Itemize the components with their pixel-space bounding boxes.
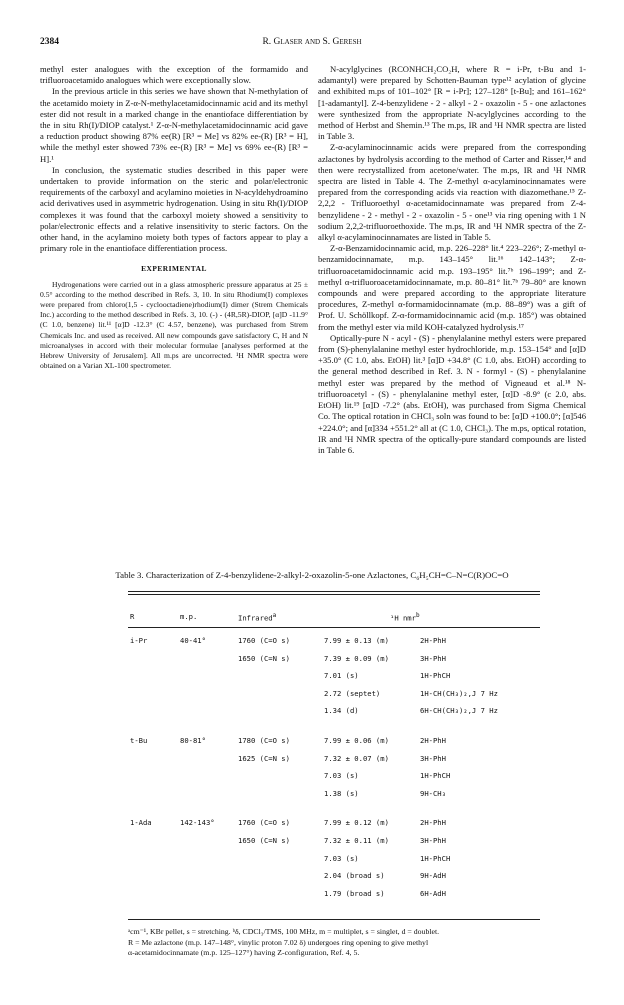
cell-nmr: 2.04 (broad s): [324, 871, 385, 881]
left-column: [40, 64, 308, 371]
right-column: [318, 64, 586, 456]
cell-assign: 1H-PhCH: [420, 671, 451, 681]
cell-nmr: 7.99 ± 0.12 (m): [324, 818, 389, 828]
cell-assign: 6H-AdH: [420, 888, 446, 898]
table-row: [128, 706, 540, 722]
table-row: [128, 771, 540, 787]
paragraph: Z-α-acylaminocinnamic acids were prepared from the corresponding azlactones by hydrolysis according to the method of Carter and Risser,¹⁴ and then were recrystallized from acetone/water. The m.ps, IR and ¹H NMR spectra are listed in Table 4. The Z-methyl α-acylaminocinnamates were prepared from the corresponding acids via reaction with diazomethane.¹⁵ Z-2,2,2 - Trifluoroethyl α-acetamidocinnamate was prepared from Z-4-benzylidene - 2 - methyl - 2 - oxazolin - 5 - one¹³ via ring opening with 1 N sodium 2,2,2-trifluoroethoxide. The m.ps, IR and ¹H NMR spectra of the Z-alkyl α-acylaminocinnamates are listed in Table 5.: [318, 142, 586, 243]
page-number: 2384: [40, 37, 59, 47]
table-row: [128, 754, 540, 770]
cell-assign: 9H-AdH: [420, 871, 446, 881]
cell-r: t-Bu: [130, 736, 148, 745]
cell-nmr: 7.99 ± 0.06 (m): [324, 736, 389, 745]
table-row: [128, 636, 540, 652]
cell-nmr: 7.03 (s): [324, 853, 359, 863]
table-row: [128, 818, 540, 834]
table-footnotes: [128, 927, 548, 959]
paragraph: N-acylglycines (RCONHCH₂CO₂H, where R = i-Pr, t-Bu and 1-adamantyl) were prepared by Schotten-Bauman type¹² acylation of glycine and exhibited m.ps of 101–102° [R = i-Pr]; 127–128° [t-Bu]; and 161–162° [1-adamantyl]. Z-4-benzylidene - 2 - alkyl - 2 - oxazolin - 5 - one azlactones were synthesized from the appropriate N-acylglycines according to the method of Herbst and Shemin.¹³ The m.ps, IR and ¹H NMR spectra are listed in Table 3.: [318, 64, 586, 142]
cell-assign: 2H-PhH: [420, 736, 446, 745]
table-row: [128, 889, 540, 905]
section-heading: EXPERIMENTAL: [141, 264, 207, 274]
cell-nmr: 1.34 (d): [324, 706, 359, 716]
cell-nmr: 7.32 ± 0.07 (m): [324, 753, 389, 763]
cell-mp: 80-81°: [180, 736, 206, 745]
cell-ir: 1650 (C=N s): [238, 836, 290, 845]
cell-nmr: 2.72 (septet): [324, 688, 381, 698]
table-row: [128, 836, 540, 852]
cell-ir: 1625 (C=N s): [238, 753, 290, 763]
paragraph: Hydrogenations were carried out in a glass atmospheric pressure apparatus at 25 ± 0.5° according to the method described in Refs. 3, 10. In situ Rhodium(I) complexes were prepared from chloro(1,5 - cyclooctadiene)rhodium(I) dimer (Strem Chemicals Inc.) according to the method described in Refs. 3, 10. (-) - (4R,5R)-DIOP, [α]D -11.9° (C 1.0, benzene) lit.¹¹ [α]D -12.3° (C 4.57, benzene), was purchased from Strem Chemicals Inc. and used as received. All new compounds gave satisfactory C, H and N microanalyses in accord with their molecular formulae [analyses performed at the Hebrew University of Jerusalem]. All m.ps are uncorrected. ¹H NMR spectra were obtained on a Varian XL-100 spectrometer.: [40, 279, 308, 371]
table-row: [128, 654, 540, 670]
col-header-ir-text: Infrared: [238, 613, 273, 623]
cell-nmr: 7.03 (s): [324, 771, 359, 781]
table-bottom-rule: [128, 919, 540, 920]
table-row: [128, 689, 540, 705]
cell-nmr: 7.32 ± 0.11 (m): [324, 836, 389, 845]
cell-assign: 2H-PhH: [420, 636, 446, 645]
cell-assign: 1H-PhCH: [420, 853, 451, 863]
col-header-ir: [238, 612, 276, 622]
table-row: [128, 854, 540, 870]
cell-ir: 1650 (C=N s): [238, 653, 290, 663]
table-caption: Table 3. Characterization of Z-4-benzylidene-2-alkyl-2-oxazolin-5-one Azlactones, C₆H₅CH=C–N=C(R)OC=O: [115, 570, 509, 580]
cell-assign: 2H-PhH: [420, 818, 446, 828]
cell-assign: 9H-CH₃: [420, 788, 446, 798]
col-header-r: R: [130, 612, 135, 621]
cell-ir: 1760 (C=O s): [238, 818, 290, 828]
table-top-rule: [128, 591, 540, 592]
cell-ir: 1780 (C=O s): [238, 736, 290, 745]
cell-assign: 1H-PhCH: [420, 771, 451, 781]
table-row: [128, 789, 540, 805]
running-authors: R. Glaser and S. Geresh: [262, 37, 362, 47]
cell-ir: 1760 (C=O s): [238, 636, 290, 645]
cell-r: i-Pr: [130, 636, 148, 645]
table-row: [128, 871, 540, 887]
running-header: [40, 37, 584, 51]
paragraph: In the previous article in this series we have shown that N-methylation of the acetamido moiety in Z-α-N-methylacetamidocinnamic acid and its methyl ester did not result in a marked change in the enantioface differentiation by the in situ Rh(I)/DIOP catalyst.¹ Z-α-N-methylacetamidocinnamic acid gave a reduction product showing 87% ee(R) [R³ = Me] vs 82% ee-(R) [R³ = H], while the methyl ester showed 73% ee-(R) [R³ = Me] vs 69% ee-(R) [R³ = H].¹: [40, 86, 308, 164]
col-header-nmr-sup: b: [415, 612, 420, 619]
col-header-mp: m.p.: [180, 612, 198, 621]
col-header-nmr: [390, 612, 420, 622]
paragraph: In conclusion, the systematic studies described in this paper were undertaken to provide information on the steric and polar/electronic requirements of the carboxyl and acylamino moieties in N-acyldehydroamino acid derivatives used in asymmetric hydrogenation. Using in situ Rh(I)/DIOP complexes it was found that the carboxyl moiety showed a sensitivity to polar/electronic effects and a relative insensitivity to steric factors. On the other hand, in the acylamino moiety both types of factors appear to play a primary role in the enantioface differentiation process.: [40, 164, 308, 254]
cell-nmr: 1.79 (broad s): [324, 888, 385, 898]
paragraph: Z-α-Benzamidocinnamic acid, m.p. 226–228° lit.⁴ 223–226°; Z-methyl α-benzamidocinnamate, m.p. 143–145° lit.¹⁶ 142–143°; Z-α-trifluoroacetamidocinnamic acid m.p. 193–195° lit.⁷ᵇ 196–199°; and Z-methyl α-trifluoroacetamidocinnamate, m.p. 80–81° lit.⁷ᵇ 79–80° are known compounds and were prepared according to the appropriate literature procedures, Z-methyl α-formamidocinnamate (m.p. 88–89°) was a gift of Prof. U. Schöllkopf. Z-α-formamidocinnamic acid (m.p. 185°) was obtained from the methyl ester via mild KOH-catalyzed hydrolysis.¹⁷: [318, 243, 586, 332]
cell-assign: 3H-PhH: [420, 753, 446, 763]
footnote: ᵃcm⁻¹, KBr pellet, s = stretching. ᵇδ, CDCl₃/TMS, 100 MHz, m = multiplet, s = singlet, d = doublet.: [128, 927, 440, 936]
cell-assign: 3H-PhH: [420, 836, 446, 845]
col-header-nmr-text: ¹H nmr: [390, 613, 416, 623]
cell-assign: 1H-CH(CH₃)₂,J 7 Hz: [420, 688, 498, 698]
cell-nmr: 1.38 (s): [324, 788, 359, 798]
cell-mp: 40-41°: [180, 636, 206, 645]
cell-assign: 3H-PhH: [420, 653, 446, 663]
table-row: [128, 671, 540, 687]
table-top-rule-2: [128, 594, 540, 595]
table-row: [128, 736, 540, 752]
cell-r: 1-Ada: [130, 818, 152, 828]
cell-assign: 6H-CH(CH₃)₂,J 7 Hz: [420, 706, 498, 716]
col-header-ir-sup: a: [272, 612, 277, 619]
footnote: R = Me azlactone (m.p. 147–148°, vinylic proton 7.02 δ) undergoes ring opening to give methyl: [128, 937, 429, 947]
footnote: α-acetamidocinnamate (m.p. 125–127°) having Z-configuration, Ref. 4, 5.: [128, 948, 360, 957]
cell-mp: 142-143°: [180, 818, 215, 828]
table-header-rule: [128, 627, 540, 628]
paragraph: Optically-pure N - acyl - (S) - phenylalanine methyl esters were prepared from (S)-phenylalanine methyl ester hydrochloride, m.p. 153–154° and [α]D +35.0° (C 1.0, abs. EtOH) lit.³ [α]D +34.8° (C 1.0, abs. EtOH) according to the general method described in Ref. 3. N - formyl - (S) - phenylalanine methyl ester was prepared by the method of Vigneaud et al.¹⁸ N-trifluoroacetyl - (S) - phenylalanine methyl ester, [α]D -8.9° (c 2.0, abs. EtOH) lit.¹⁹ [α]D -7.2° (abs. EtOH), was purchased from Sigma Chemical Co. The optical rotation in CHCl₃ soln was found to be: [α]D +100.0°; [α]546 +224.0°; and [α]334 +551.2° all at (C 1.0, CHCl₃). The m.ps, optical rotation, IR and ¹H NMR spectra of the optically-pure standard compounds are listed in Table 6.: [318, 332, 586, 455]
paragraph: methyl ester analogues with the exception of the formamido and trifluoroacetamido analogues which were exceptionally slow.: [40, 64, 308, 86]
cell-nmr: 7.39 ± 0.09 (m): [324, 653, 389, 663]
cell-nmr: 7.99 ± 0.13 (m): [324, 636, 389, 645]
cell-nmr: 7.01 (s): [324, 671, 359, 681]
